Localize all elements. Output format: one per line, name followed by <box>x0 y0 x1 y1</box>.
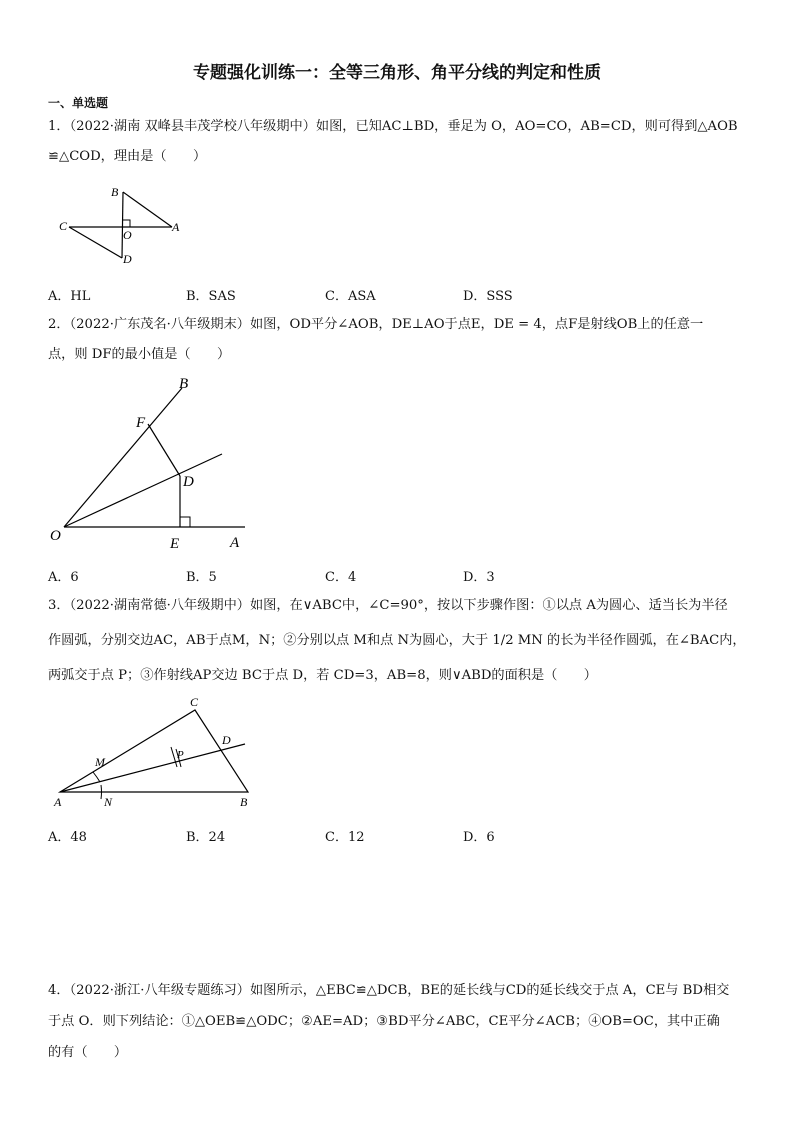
figure-q3 <box>50 694 260 814</box>
label-c: C <box>190 695 199 709</box>
q1-option-d: D．SSS <box>463 289 513 304</box>
q2-option-d: D．3 <box>463 570 495 585</box>
label-f: F <box>136 415 146 431</box>
label-p: P <box>177 749 184 761</box>
label-b: B <box>179 376 189 392</box>
right-angle-mark <box>180 517 190 527</box>
section-heading: 一、单选题 <box>48 96 109 110</box>
label-o: O <box>123 228 132 242</box>
ray-ob <box>64 388 182 527</box>
q3-option-b: B．24 <box>186 830 226 845</box>
label-d: D <box>222 733 231 747</box>
question-4-line-2: 于点 O．则下列结论：①△OEB≌△ODC；②AE=AD；③BD平分∠ABC，CE平分∠ACB；④OB=OC，其中正确 <box>48 1014 720 1029</box>
label-d: D <box>123 252 132 266</box>
ray-ap <box>60 744 245 792</box>
segment-df <box>148 424 180 476</box>
line-cd <box>69 227 122 258</box>
label-e: E <box>170 536 180 552</box>
q2-option-a: A．6 <box>48 570 79 585</box>
label-a: A <box>230 535 240 551</box>
ray-od <box>64 454 222 527</box>
label-n: N <box>104 795 113 809</box>
q3-option-a: A．48 <box>48 830 87 845</box>
figure-q2 <box>45 372 255 557</box>
page-title: 专题强化训练一：全等三角形、角平分线的判定和性质 <box>193 63 601 83</box>
question-1-line-1: 1．（2022·湖南 双峰县丰茂学校八年级期中）如图，已知AC⊥BD，垂足为 O，AO=CO，AB=CD，则可得到△AOB <box>48 119 738 134</box>
label-c: C <box>59 219 68 233</box>
q3-option-d: D．6 <box>463 830 495 845</box>
question-4-line-3: 的有（ ） <box>48 1045 128 1060</box>
q2-option-b: B．5 <box>186 570 217 585</box>
label-b: B <box>240 795 248 809</box>
arc-n <box>101 785 102 799</box>
q1-option-b: B．SAS <box>186 289 236 304</box>
label-b: B <box>111 185 119 199</box>
label-d: D <box>183 474 194 490</box>
figure-q1 <box>55 182 185 267</box>
label-o: O <box>50 528 61 544</box>
line-bd <box>122 192 123 258</box>
q2-option-c: C．4 <box>325 570 357 585</box>
q3-option-c: C．12 <box>325 830 365 845</box>
question-3-line-3: 两弧交于点 P；③作射线AP交边 BC于点 D，若 CD=3，AB=8，则∨ABD的面积是（ ） <box>48 668 597 683</box>
question-2-line-1: 2．（2022·广东茂名·八年级期末）如图，OD平分∠AOB，DE⊥AO于点E，DE = 4，点F是射线OB上的任意一 <box>48 317 704 332</box>
question-4-line-1: 4．（2022·浙江·八年级专题练习）如图所示，△EBC≌△DCB，BE的延长线与CD的延长线交于点 A，CE与 BD相交 <box>48 983 730 998</box>
q1-option-a: A．HL <box>48 289 91 304</box>
question-2-line-2: 点，则 DF的最小值是（ ） <box>48 347 231 362</box>
label-m: M <box>95 755 105 769</box>
right-angle-mark <box>123 220 130 227</box>
arc-m <box>93 772 100 782</box>
label-a: A <box>54 795 62 809</box>
question-3-line-2: 作圆弧，分别交边AC，AB于点M，N；②分别以点 M和点 N为圆心，大于 1/2 MN 的长为半径作圆弧，在∠BAC内， <box>48 633 746 648</box>
question-1-line-2: ≌△COD，理由是（ ） <box>48 149 207 164</box>
question-3-line-1: 3．（2022·湖南常德·八年级期中）如图，在∨ABC中，∠C=90°，按以下步骤作图：①以点 A为圆心、适当长为半径 <box>48 598 728 613</box>
label-a: A <box>172 220 180 234</box>
q1-option-c: C．ASA <box>325 289 376 304</box>
